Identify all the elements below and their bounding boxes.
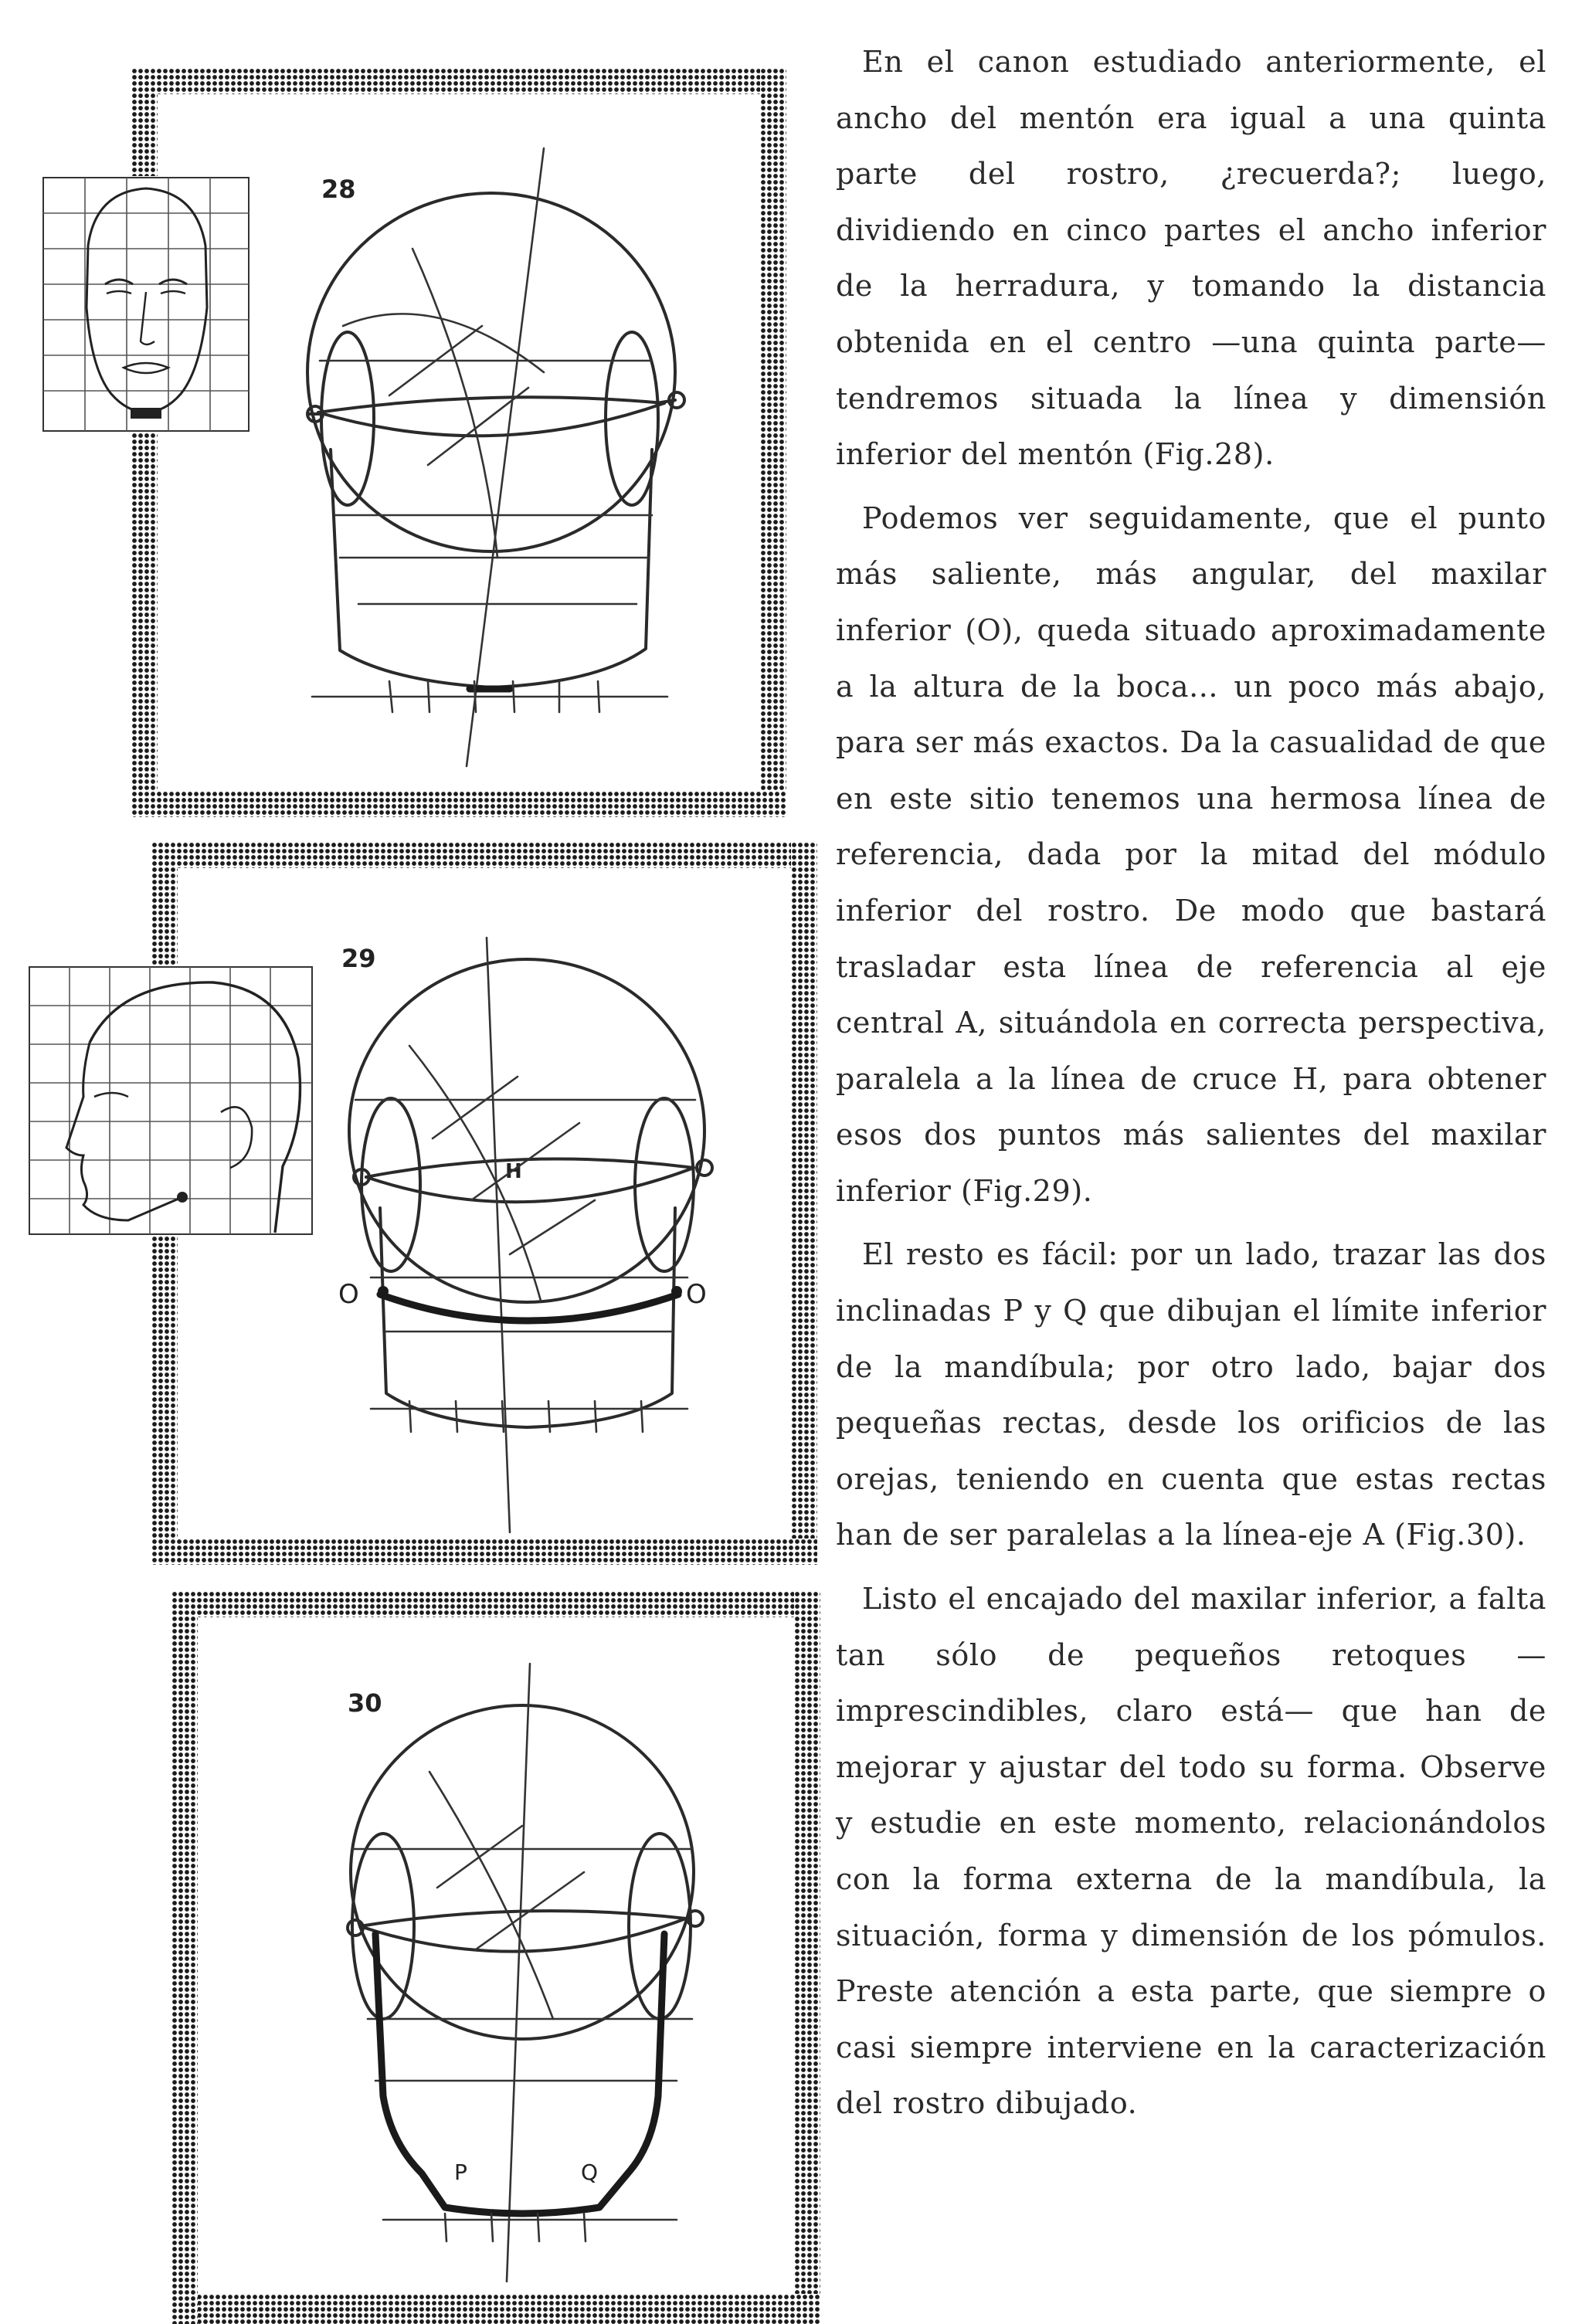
halftone-frame-top-1 [131, 68, 786, 94]
halftone-frame-right-2 [791, 842, 817, 1564]
label-o-left: O [338, 1279, 359, 1310]
halftone-frame-left-2b [151, 1236, 178, 1565]
halftone-frame-top-3 [171, 1591, 820, 1617]
halftone-frame-left-2 [151, 842, 178, 965]
halftone-frame-bottom-2 [151, 1539, 817, 1565]
halftone-frame-right-3 [794, 1591, 820, 2324]
halftone-frame-left-1b [131, 433, 158, 817]
reference-face-sketch-profile [28, 965, 314, 1236]
halftone-frame-top-2 [151, 842, 817, 868]
head-construction-drawing-30 [198, 1617, 794, 2294]
figure-number-28: 28 [321, 175, 356, 204]
paragraph-3: El resto es fácil: por un lado, trazar las dos inclinadas P y Q que dibujan el límite inferior de la mandíbula; por otro lado, bajar dos pequeñas rectas, desde los orificios de las orejas, teniendo en cuenta que estas rectas han de ser paralelas a la línea-eje A (Fig.30). [836, 1237, 1546, 1552]
figure-number-30: 30 [348, 1688, 382, 1718]
label-q: Q [581, 2159, 599, 2185]
label-p: P [454, 2159, 467, 2185]
figure-number-29: 29 [341, 944, 376, 973]
paragraph-2: Podemos ver seguidamente, que el punto más saliente, más angular, del maxilar inferior (O), queda situado aproximadamente a la altura de la boca... un poco más abajo, para ser más exactos. Da la casualidad de que en este sitio tenemos una hermosa línea de referencia, dada por la mitad del módulo inferior del rostro. De modo que bastará trasladar esta línea de referencia al eje central A, situándola en correcta perspectiva, paralela a la línea de cruce H, para obtener esos dos puntos más salientes del maxilar inferior (Fig.29). [836, 500, 1546, 1208]
halftone-frame-left-1 [131, 68, 158, 176]
paragraph-4: Listo el encajado del maxilar inferior, a falta tan sólo de pequeños retoques —imprescindibles, claro está— que han de mejorar y ajustar del todo su forma. Observe y estudie en este momento, relacionándolos con la forma externa de la mandíbula, la situación, forma y dimensión de los pómulos. Preste atención a esta parte, que siempre o casi siempre interviene en la caracterización del rostro dibujado. [836, 1582, 1546, 2121]
paragraph-1: En el canon estudiado anteriormente, el ancho del mentón era igual a una quinta parte del rostro, ¿recuerda?; luego, dividiendo en cinco partes el ancho inferior de la herradura, y tomando la distancia obtenida en el centro —una quinta parte— tendremos situada la línea y dimensión inferior del mentón (Fig.28). [836, 45, 1546, 472]
reference-face-sketch-front [42, 176, 250, 433]
halftone-frame-left-3 [171, 1591, 198, 2324]
halftone-frame-right-1 [760, 68, 786, 817]
label-h: H [505, 1160, 522, 1183]
halftone-frame-bottom-3 [171, 2294, 820, 2324]
figure-panel-30 [198, 1617, 794, 2294]
body-text [836, 34, 1546, 2139]
halftone-frame-bottom-1 [131, 791, 786, 817]
label-o-right: O [686, 1279, 707, 1310]
